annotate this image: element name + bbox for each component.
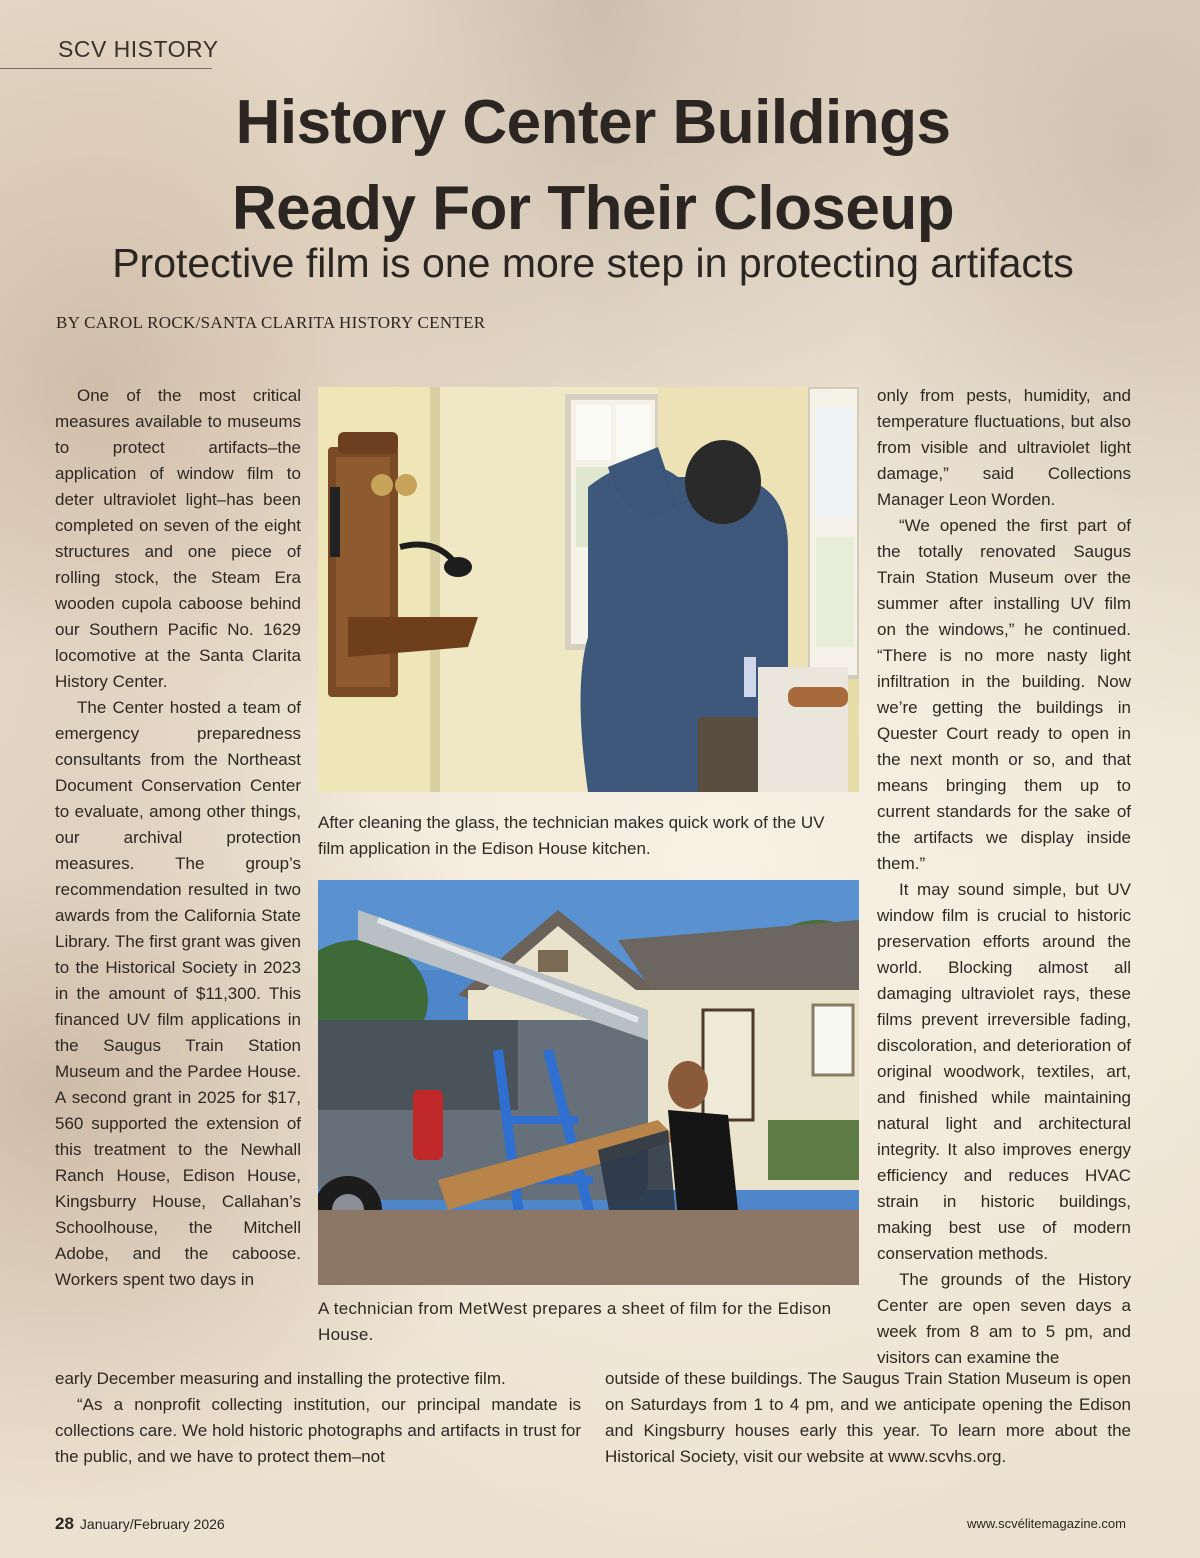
section-tag: SCV HISTORY	[58, 36, 219, 62]
photo-edison-kitchen	[318, 387, 859, 792]
paragraph: The Center hosted a team of emergency preparedness consultants from the Northeast Document Conservation Center to evaluate, among other things, our archival protection measures. The group’s recommendation resulted in two awards from the California State Library. The first grant was given to the Historical Society in 2023 in the amount of $11,300. This financed UV film applications in the Saugus Train Station Museum and the Pardee House. A second grant in 2025 for $17, 560 supported the extension of this treatment to the Newhall Ranch House, Edison House, Kingsburry House, Callahan’s Schoolhouse, the Mitchell Adobe, and the caboose. Workers spent two days in	[55, 698, 301, 1289]
section-rule	[0, 68, 212, 69]
photo-metwest-technician	[318, 880, 859, 1285]
issue-date: January/February 2026	[79, 1516, 225, 1532]
footer-url: www.scvélitemagazine.com	[967, 1516, 1126, 1531]
paragraph: The grounds of the History Center are open seven days a week from 8 am to 5 pm, and visitors can examine the	[877, 1270, 1131, 1367]
headline	[0, 80, 1186, 252]
headline-line-1: History Center Buildings	[235, 88, 951, 157]
headline-line-2: Ready For Their Closeup	[231, 174, 955, 243]
paragraph: early December measuring and installing the protective film.	[55, 1369, 506, 1388]
bottom-left-text	[55, 1366, 581, 1470]
paragraph: only from pests, humidity, and temperature fluctuations, but also from visible and ultraviolet light damage,” said Collections Manager Leon Worden.	[877, 386, 1131, 509]
paragraph: “As a nonprofit collecting institution, our principal mandate is collections care. We hold historic photographs and artifacts in trust for the public, and we have to protect them–not	[55, 1395, 581, 1466]
right-column	[877, 383, 1131, 1371]
paragraph: outside of these buildings. The Saugus Train Station Museum is open on Saturdays from 1 to 4 pm, and we anticipate opening the Edison and Kingsburry houses early this year. To learn more about the Historical Society, visit our website at www.scvhs.org.	[605, 1369, 1131, 1466]
left-column	[55, 383, 301, 1293]
byline: BY CAROL ROCK/SANTA CLARITA HISTORY CENTER	[56, 313, 486, 332]
caption-photo-1: After cleaning the glass, the technician makes quick work of the UV film application in the Edison House kitchen.	[318, 813, 825, 858]
bottom-right-text	[605, 1366, 1131, 1470]
footer-issue	[55, 1514, 225, 1534]
subheadline: Protective film is one more step in protecting artifacts	[112, 240, 1074, 286]
paragraph: It may sound simple, but UV window film is crucial to historic preservation efforts around the world. Blocking almost all damaging ultraviolet rays, these films prevent irreversible fading, discoloration, and deterioration of original woodwork, textiles, art, and finished while maintaining natural light and architectural integrity. It also improves energy efficiency and reduces HVAC strain in historic buildings, making best use of modern conservation methods.	[877, 880, 1131, 1263]
paragraph: “We opened the first part of the totally renovated Saugus Train Station Museum over the summer after installing UV film on the windows,” he continued. “There is no more nasty light infiltration in the building. Now we’re getting the buildings in Quester Court ready to open in the next month or so, and that means bringing them up to current standards for the sake of the artifacts we display inside them.”	[877, 516, 1131, 873]
caption-photo-2: A technician from MetWest prepares a sheet of film for the Edison House.	[318, 1299, 832, 1344]
page-number: 28	[55, 1514, 74, 1533]
paragraph: One of the most critical measures available to museums to protect artifacts–the application of window film to deter ultraviolet light–has been completed on seven of the eight structures and one piece of rolling stock, the Steam Era wooden cupola caboose behind our Southern Pacific No. 1629 locomotive at the Santa Clarita History Center.	[55, 386, 301, 691]
